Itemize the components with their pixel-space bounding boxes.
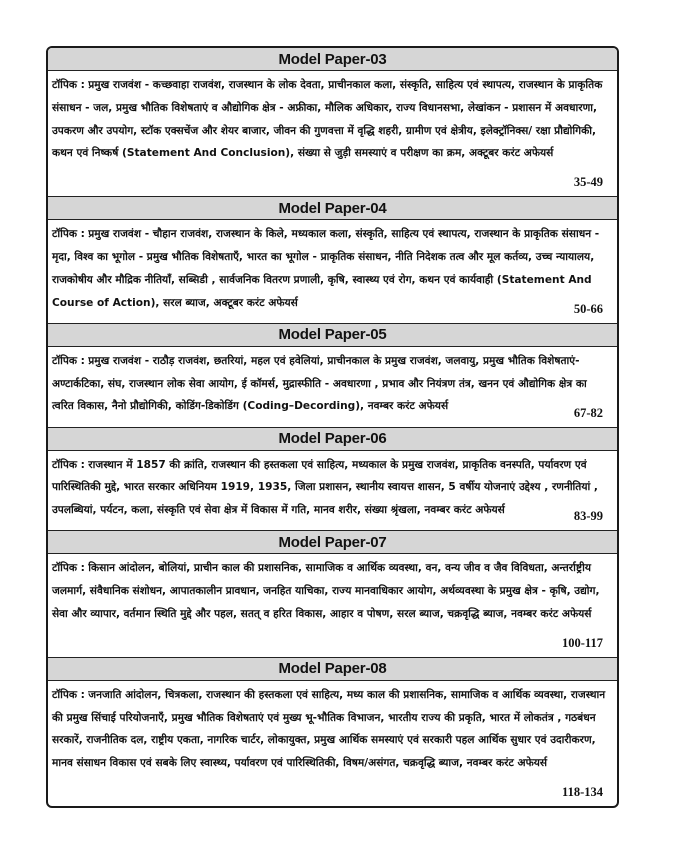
topic-label: टॉपिक : (52, 354, 85, 367)
topic-body (48, 347, 617, 427)
topic-label: टॉपिक : (52, 562, 85, 575)
model-paper-section (48, 323, 617, 427)
model-paper-section (48, 530, 617, 657)
model-paper-section (48, 657, 617, 806)
topic-body (48, 681, 617, 806)
page-range: 118-134 (562, 785, 603, 799)
page-range: 100-117 (562, 635, 603, 650)
topic-label: टॉपिक : (52, 228, 85, 241)
topic-text: प्रमुख राजवंश - कच्छवाहा राजवंश, राजस्थान के लोक देवता, प्राचीनकाल कला, संस्कृति, साहित्य एवं स्थापत्य, राजस्थान के प्राकृतिक संसाधन - जल, प्रमुख भौतिक विशेषताएं व औद्योगिक क्षेत्र - अफ्रीका, मौलिक अधिकार, राज्य विधानसभा, लेखांकन - प्रशासन में अवधारणा, उपकरण और उपयोग, स्टॉक एक्सचेंज और शेयर बाजार, जीवन की गुणवत्ता में वृद्धि शहरी, ग्रामीण एवं क्षेत्रीय, इलेक्ट्रॉनिक्स/ रक्षा प्रौद्योगिकी, कथन एवं निष्कर्ष (Statement And Conclusion), संख्या से जुड़ी समस्याएं व परीक्षण का क्रम, अक्टूबर करंट अफेयर्स (52, 79, 603, 160)
topic-text: जनजाति आंदोलन, चित्रकला, राजस्थान की हस्तकला एवं साहित्य, मध्य काल की प्रशासनिक, सामाजिक व आर्थिक व्यवस्था, राजस्थान की प्रमुख सिंचाई परियोजनाएँ, प्रमुख भौतिक विशेषताएं एवं मुख्य भू-भौतिक विभाजन, भारतीय राज्य की प्रकृति, भारत में लोकतंत्र , गठबंधन सरकारें, राजनीतिक दल, राष्ट्रीय एकता, नागरिक चार्टर, लोकायुक्त, प्रमुख आर्थिक समस्याएं एवं सरकारी पहल आर्थिक सुधार एवं उदारीकरण, मानव संसाधन विकास एवं सबके लिए स्वास्थ्य, पर्यावरण एवं पारिस्थितिकी, विषम/असंगत, चक्रवृद्धि ब्याज, नवम्बर करंट अफेयर्स (52, 688, 606, 770)
contents-frame (46, 46, 619, 808)
topic-body (48, 451, 617, 531)
topic-text: किसान आंदोलन, बोलियां, प्राचीन काल की प्रशासनिक, सामाजिक व आर्थिक व्यवस्था, वन, वन्य जीव व जैव विविधता, अन्तर्राष्ट्रीय जलमार्ग, संवैधानिक संशोधन, आपातकालीन प्रावधान, जनहित याचिका, राज्य मानवाधिकार आयोग, अर्थव्यवस्था के प्रमुख क्षेत्र - कृषि, उद्योग, सेवा और व्यापार, वर्तमान स्थिति मुद्दे और पहल, सतत् व हरित विकास, आहार व पोषण, सरल ब्याज, चक्रवृद्धि ब्याज, नवम्बर करंट अफेयर्स (52, 562, 600, 620)
model-paper-section (48, 48, 617, 196)
topic-label: टॉपिक : (52, 688, 85, 701)
section-title: Model Paper-05 (48, 323, 617, 347)
section-title: Model Paper-08 (48, 657, 617, 681)
topic-body (48, 71, 617, 196)
topic-label: टॉपिक : (52, 79, 85, 91)
page-range: 50-66 (573, 301, 603, 316)
topic-body (48, 554, 617, 657)
topic-label: टॉपिक : (52, 458, 85, 471)
model-paper-section (48, 427, 617, 531)
page-range: 35-49 (573, 175, 603, 190)
topic-text: प्रमुख राजवंश - राठौड़ राजवंश, छतरियां, महल एवं हवेलियां, प्राचीनकाल के प्रमुख राजवंश, जलवायु, प्रमुख भौतिक विशेषताएं- अण्टार्कटिका, संघ, राजस्थान लोक सेवा आयोग, ई कॉमर्स, मुद्रास्फीति - अवधारणा , प्रभाव और नियंत्रण तंत्र, खनन एवं औद्योगिक क्षेत्र का त्वरित विकास, नैनो प्रौद्योगिकी, कोडिंग-डिकोडिंग (Coding–Decording), नवम्बर करंट अफेयर्स (52, 354, 587, 413)
section-title: Model Paper-03 (48, 48, 617, 71)
section-title: Model Paper-04 (48, 196, 617, 220)
section-title: Model Paper-07 (48, 530, 617, 554)
page-range: 83-99 (573, 509, 603, 524)
section-title: Model Paper-06 (48, 427, 617, 451)
topic-text: राजस्थान में 1857 की क्रांति, राजस्थान की हस्तकला एवं साहित्य, मध्यकाल के प्रमुख राजवंश, प्राकृतिक वनस्पति, पर्यावरण एवं पारिस्थितिकी मुद्दे, भारत सरकार अधिनियम 1919, 1935, जिला प्रशासन, स्थानीय स्वायत्त शासन, 5 वर्षीय योजनाएं उद्देश्य , रणनीतियां , उपलब्धियां, पर्यटन, कला, संस्कृति एवं सेवा क्षेत्र में विकास में गति, मानव शरीर, संख्या श्रृंखला, नवम्बर करंट अफेयर्स (52, 458, 598, 517)
topic-body (48, 220, 617, 323)
model-paper-section (48, 196, 617, 323)
topic-text: प्रमुख राजवंश - चौहान राजवंश, राजस्थान के किले, मध्यकाल कला, संस्कृति, साहित्य एवं स्थापत्य, राजस्थान के प्राकृतिक संसाधन - मृदा, विश्व का भूगोल - प्रमुख भौतिक विशेषताएँ, भारत का भूगोल - प्राकृतिक संसाधन, नीति निदेशक तत्व और मूल कर्तव्य, उच्च न्यायालय, राजकोषीय और मौद्रिक नीतियाँ, सब्सिडी , सार्वजनिक वितरण प्रणाली, कृषि, स्वास्थ्य एवं रोग, कथन एवं कार्यवाही (Statement And Course of Action), सरल ब्याज, अक्टूबर करंट अफेयर्स (52, 228, 600, 309)
page-range: 67-82 (573, 405, 603, 420)
